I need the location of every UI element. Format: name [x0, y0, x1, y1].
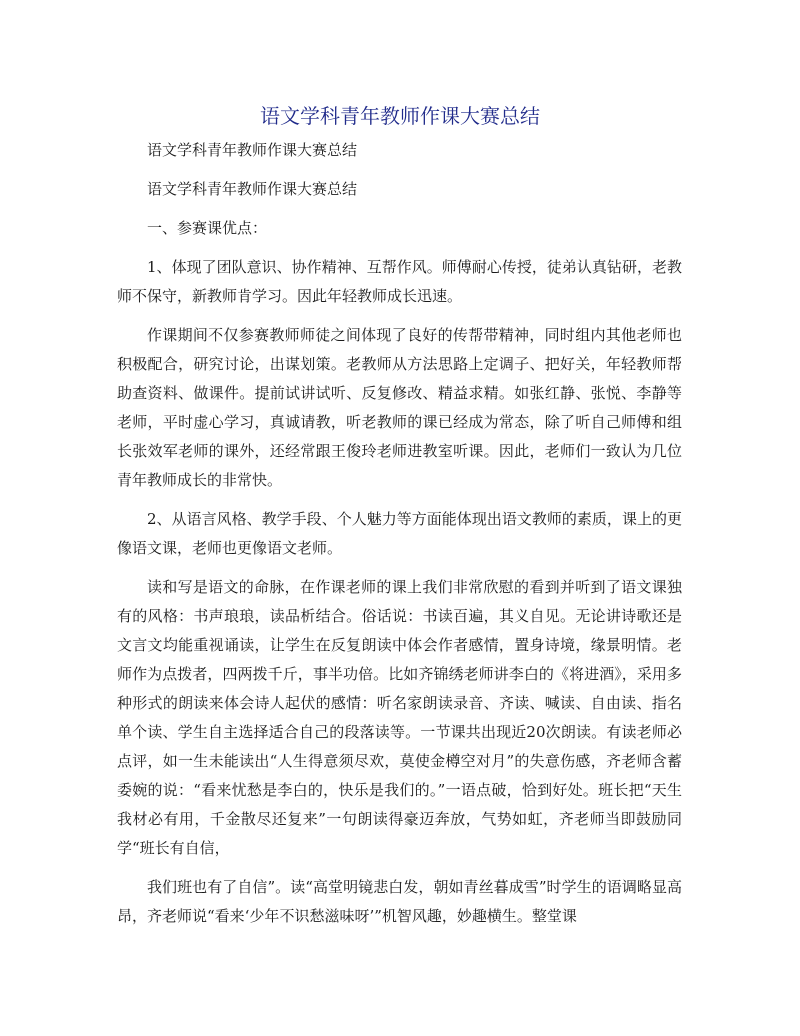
document-title: 语文学科青年教师作课大赛总结 — [260, 104, 540, 128]
paragraph: 语文学科青年教师作课大赛总结 — [147, 141, 358, 159]
section-heading: 一、参赛课优点： — [147, 219, 268, 237]
paragraph: 读和写是语文的命脉，在作课老师的课上我们非常欣慰的看到并听到了语文课独有的风格：书声琅琅，读品析结合。俗话说：书读百遍，其义自见。无论讲诗歌还是文言文均能重视诵读，让学生在反复朗读中体会作者感情，置身诗境，缘景明情。老师作为点拨者，四两拨千斤，事半功倍。比如齐锦绣老师讲李白的《将进酒》，采用多种形式的朗读来体会诗人起伏的感情：听名家朗读录音、齐读、喊读、自由读、指名单个读、学生自主选择适合自己的段落读等。一节课共出现近20次朗读。有读老师必点评，如一生未能读出“人生得意须尽欢，莫使金樽空对月”的失意伤感，齐老师含蓄委婉的说：“看来忧愁是李白的，快乐是我们的。”一语点破，恰到好处。班长把“天生我材必有用，千金散尽还复来”一句朗读得豪迈奔放，气势如虹，齐老师当即鼓励同学“班长有自信， — [117, 578, 682, 857]
document-body — [117, 136, 682, 931]
paragraph: 我们班也有了自信”。读“高堂明镜悲白发，朝如青丝暮成雪”时学生的语调略显高昂，齐老师说“看来‘少年不识愁滋味呀’”机智风趣，妙趣横生。整堂课 — [117, 878, 682, 925]
paragraph: 语文学科青年教师作课大赛总结 — [147, 180, 358, 198]
paragraph: 1、体现了团队意识、协作精神、互帮作风。师傅耐心传授，徒弟认真钻研，老教师不保守，新教师肯学习。因此年轻教师成长迅速。 — [117, 258, 682, 305]
paragraph: 作课期间不仅参赛教师师徒之间体现了良好的传帮带精神，同时组内其他老师也积极配合，研究讨论，出谋划策。老教师从方法思路上定调子、把好关，年轻教师帮助查资料、做课件。提前试讲试听、反复修改、精益求精。如张红静、张悦、李静等老师，平时虚心学习，真诚请教，听老教师的课已经成为常态，除了听自己师傅和组长张效军老师的课外，还经常跟王俊玲老师进教室听课。因此，老师们一致认为几位青年教师成长的非常快。 — [117, 326, 682, 489]
paragraph: 2、从语言风格、教学手段、个人魅力等方面能体现出语文教师的素质，课上的更像语文课，老师也更像语文老师。 — [117, 510, 682, 557]
